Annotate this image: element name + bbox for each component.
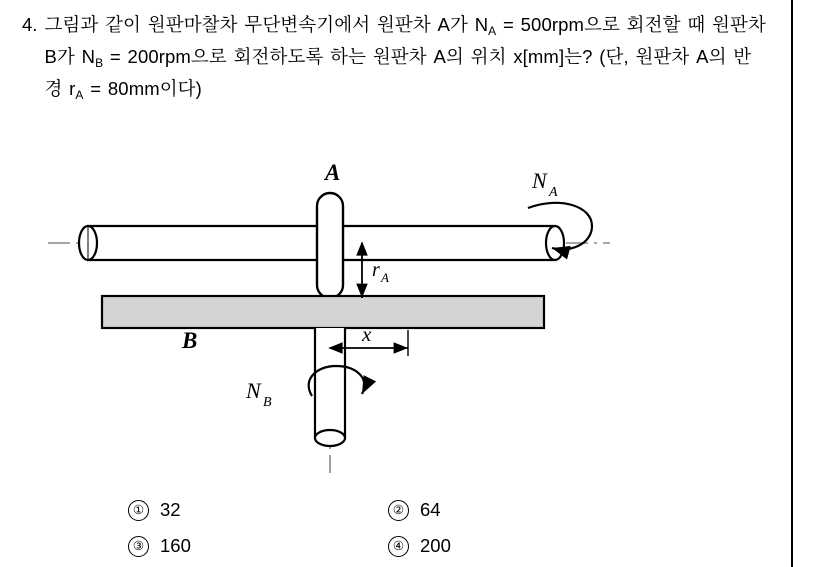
question-number: 4.	[22, 14, 38, 35]
choices-list	[128, 492, 688, 564]
question-text-part3: = 200rpm으로 회전하도록 하는 원판차 A의 위치 x[mm]는? (단, 원판차 A의 반경 r	[44, 46, 752, 99]
svg-text:N: N	[532, 168, 547, 193]
figure-label-ra	[372, 259, 389, 285]
choice-option-4[interactable]	[388, 535, 451, 557]
choice-marker-4: ④	[388, 536, 409, 557]
svg-text:A: A	[381, 270, 389, 285]
choice-row-2	[128, 528, 688, 564]
choice-marker-3: ③	[128, 536, 149, 557]
question-block	[22, 10, 767, 106]
figure-label-b: B	[182, 328, 198, 353]
choice-label-4: 200	[420, 535, 451, 556]
disc-b	[102, 296, 544, 328]
figure-diagram	[40, 148, 640, 478]
question-text-part2: = 500rpm으로 회전할 때 원판차 B가 N	[44, 14, 766, 67]
figure-label-na	[531, 168, 558, 200]
svg-text:B: B	[263, 395, 272, 410]
page-border-rule	[791, 0, 793, 567]
question-text-part4: = 80mm이다)	[83, 78, 202, 99]
svg-text:N: N	[246, 378, 261, 403]
question-sub-a1: A	[488, 24, 497, 38]
svg-text:r: r	[372, 259, 380, 281]
figure-label-x: x	[362, 322, 372, 346]
choice-label-3: 160	[160, 535, 191, 556]
figure-label-nb	[245, 378, 272, 410]
choice-row-1	[128, 492, 688, 528]
choice-option-3[interactable]	[128, 535, 388, 557]
question-text	[44, 10, 767, 106]
question-sub-b1: B	[95, 56, 104, 70]
figure-label-a: A	[325, 160, 341, 185]
choice-option-2[interactable]	[388, 499, 441, 521]
question-sub-a2: A	[75, 88, 84, 102]
question-text-part1: 그림과 같이 원판마찰차 무단변속기에서 원판차 A가 N	[44, 14, 489, 35]
friction-wheel-a	[317, 193, 343, 298]
choice-label-2: 64	[420, 499, 441, 520]
choice-marker-2: ②	[388, 500, 409, 521]
svg-text:A: A	[549, 185, 558, 200]
choice-option-1[interactable]	[128, 499, 388, 521]
choice-marker-1: ①	[128, 500, 149, 521]
choice-label-1: 32	[160, 499, 181, 520]
shaft-b	[315, 328, 345, 446]
